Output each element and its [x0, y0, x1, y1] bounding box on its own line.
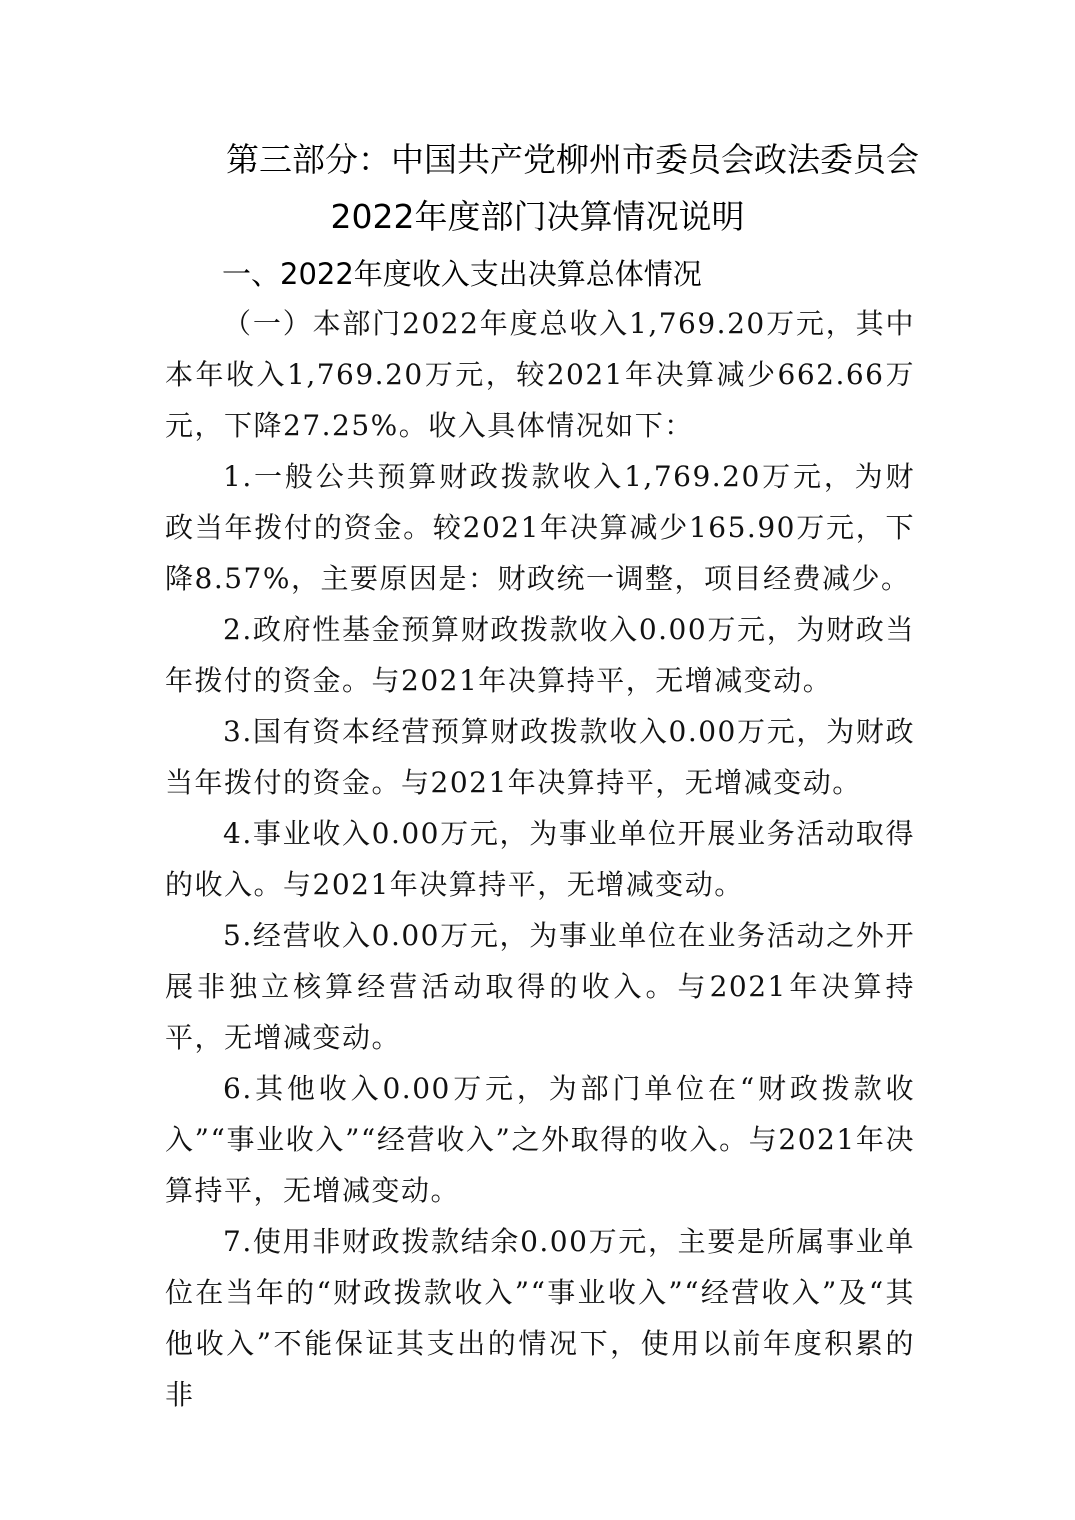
paragraph-operating-income: 5.经营收入0.00万元，为事业单位在业务活动之外开展非独立核算经营活动取得的收入。与2021年决算持平，无增减变动。 [165, 919, 915, 1054]
document-body [165, 298, 915, 1420]
paragraph-total-income: （一）本部门2022年度总收入1,769.20万元，其中本年收入1,769.20万元，较2021年决算减少662.66万元，下降27.25%。收入具体情况如下： [165, 307, 915, 442]
document-title-line-2: 2022年度部门决算情况说明 [330, 197, 745, 236]
paragraph-government-fund: 2.政府性基金预算财政拨款收入0.00万元，为财政当年拨付的资金。与2021年决算持平，无增减变动。 [165, 613, 915, 697]
paragraph-general-budget: 1.一般公共预算财政拨款收入1,769.20万元，为财政当年拨付的资金。较2021年决算减少165.90万元，下降8.57%，主要原因是：财政统一调整，项目经费减少。 [165, 460, 915, 595]
paragraph-state-capital: 3.国有资本经营预算财政拨款收入0.00万元，为财政当年拨付的资金。与2021年决算持平，无增减变动。 [165, 715, 915, 799]
paragraph-non-fiscal-balance: 7.使用非财政拨款结余0.00万元，主要是所属事业单位在当年的“财政拨款收入”“事业收入”“经营收入”及“其他收入”不能保证其支出的情况下，使用以前年度积累的非 [165, 1225, 915, 1411]
section-heading: 一、2022年度收入支出决算总体情况 [222, 257, 702, 291]
paragraph-other-income: 6.其他收入0.00万元，为部门单位在“财政拨款收入”“事业收入”“经营收入”之外取得的收入。与2021年决算持平，无增减变动。 [165, 1072, 915, 1207]
document-title-line-1: 第三部分：中国共产党柳州市委员会政法委员会 [226, 140, 919, 179]
paragraph-business-income: 4.事业收入0.00万元，为事业单位开展业务活动取得的收入。与2021年决算持平，无增减变动。 [165, 817, 915, 901]
